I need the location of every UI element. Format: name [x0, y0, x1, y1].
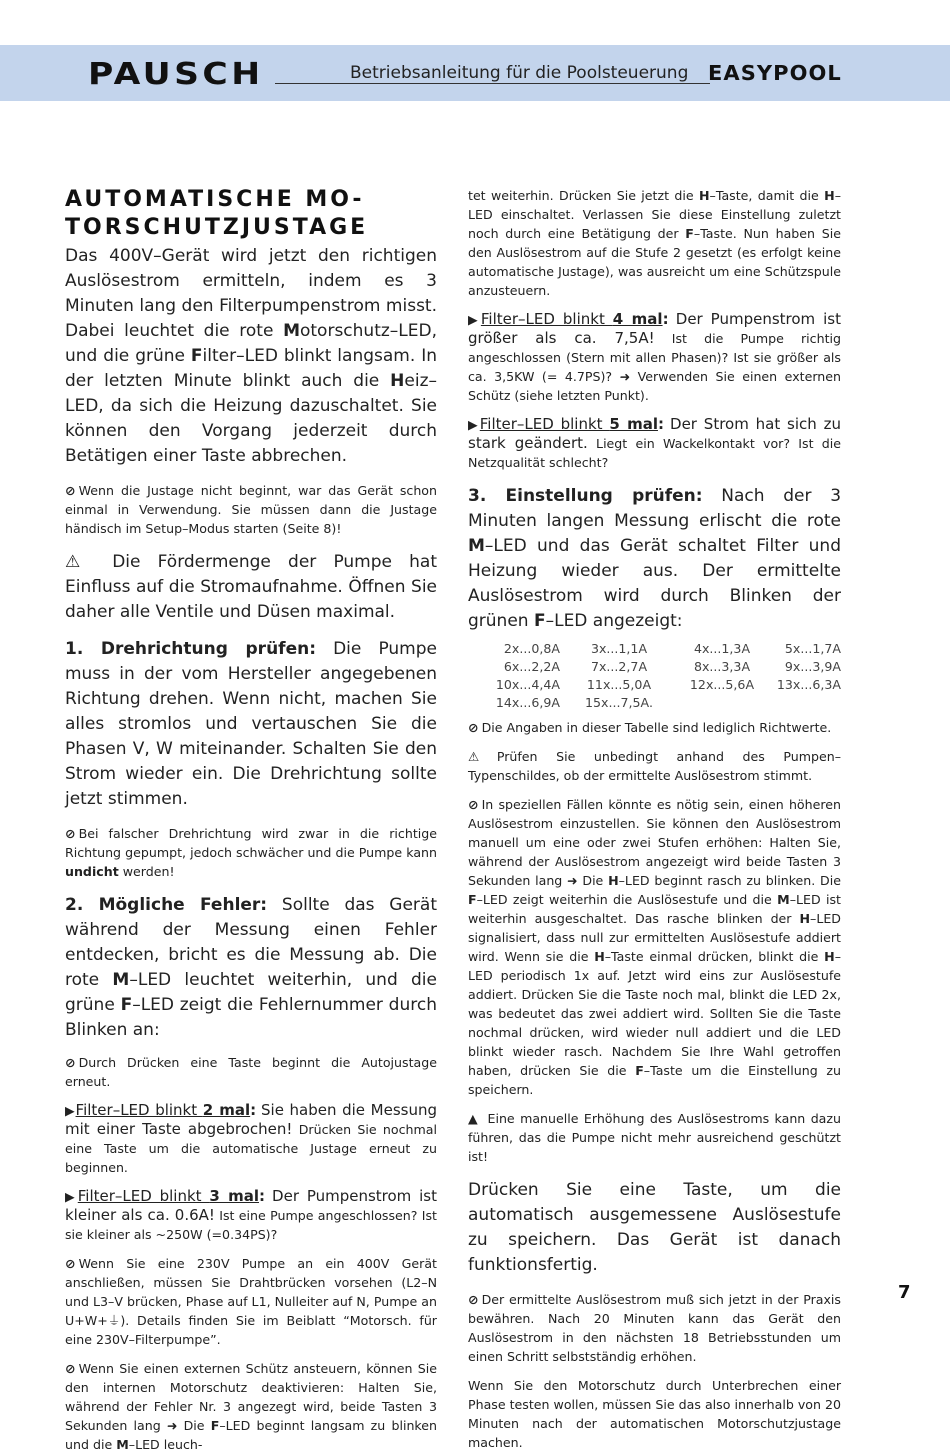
table-cell: 13x...6,3A — [776, 677, 841, 692]
error-4: ▶Filter–LED blinkt 4 mal: Der Pumpenstrom ist größer als ca. 7,5A! Ist die Pumpe richtig angeschlossen (Stern mit allen Phasen)? Ist sie größer als ca. 3,5KW (= 4.7PS)? ➜ Verwenden Sie einen externen Schütz (siehe letzten Punkt). — [468, 310, 841, 403]
warning-flow: ⚠ Die Fördermenge der Pumpe hat Einfluss auf die Stromaufnahme. Öffnen Sie daher alle Ventile und Düsen maximal. — [65, 552, 437, 622]
page-header — [0, 45, 950, 101]
note-table: ⊘ Die Angaben in dieser Tabelle sind lediglich Richtwerte. — [468, 720, 832, 735]
table-cell: 11x...5,0A — [586, 677, 652, 692]
table-cell: 5x...1,7A — [784, 641, 841, 656]
header-title: Betriebsanleitung für die Poolsteuerung — [350, 63, 689, 83]
table-cell: 9x...3,9A — [784, 659, 841, 674]
header-rule — [275, 83, 710, 84]
page-number: 7 — [898, 1282, 911, 1303]
table-cell: 7x...2,7A — [590, 659, 648, 674]
section-title-line-2: TORSCHUTZJUSTAGE — [65, 215, 369, 240]
warning-nameplate: ⚠ Prüfen Sie unbedingt anhand des Pumpen–Typenschildes, ob der ermittelte Auslösestrom stimmt. — [468, 749, 841, 783]
intro-paragraph: Das 400V–Gerät wird jetzt den richtigen Auslösestrom ermitteln, indem es 3 Minuten lang den Filterpumpenstrom misst. Dabei leuchtet die rote Motorschutz–LED, und die grüne Filter–LED blinkt langsam. In der letzten Minute blinkt auch die Heiz–LED, da sich die Heizung dazuschaltet. Sie können den Vorgang jederzeit durch Betätigen einer Taste abbrechen. — [65, 246, 437, 466]
table-cell: 8x...3,3A — [693, 659, 751, 674]
error-3: ▶Filter–LED blinkt 3 mal: Der Pumpenstrom ist kleiner als ca. 0.6A! Ist eine Pumpe angeschlossen? Ist sie kleiner als ~250W (=0.34PS)? — [65, 1187, 437, 1242]
info-icon: ⊘ — [468, 1292, 479, 1307]
warning-manual-increase: ▲ Eine manuelle Erhöhung des Auslösestroms kann dazu führen, das die Pumpe nicht mehr ausreichend geschützt ist! — [468, 1111, 841, 1164]
table-cell: 6x...2,2A — [503, 659, 560, 674]
final-instruction: Drücken Sie eine Taste, um die automatisch ausgemessene Auslösestufe zu speichern. Das Gerät ist danach funktionsfertig. — [468, 1180, 841, 1275]
step-3-heading: 3. Einstellung prüfen: — [468, 486, 703, 506]
info-icon: ⊘ — [65, 483, 76, 498]
note-external-contactor-continued: tet weiterhin. Drücken Sie jetzt die H–Taste, damit die H–LED einschaltet. Verlassen Sie diese Einstellung zuletzt noch durch eine Betätigung der F–Taste. Nun haben Sie den Auslösestrom auf die Stufe 2 gesetzt (es erfolgt keine automatische Justage), was ausreicht um eine Schützspule anzusteuern. — [468, 188, 841, 298]
error-5: ▶Filter–LED blinkt 5 mal: Der Strom hat sich zu stark geändert. Liegt ein Wackelkontakt vor? Ist die Netzqualität schlecht? — [468, 415, 841, 470]
product-logo: EASYPOOL — [708, 61, 842, 85]
table-cell: 3x...1,1A — [590, 641, 648, 656]
bullet-arrow-icon: ▶ — [65, 1103, 76, 1118]
note-practice: ⊘ Der ermittelte Auslösestrom muß sich jetzt in der Praxis bewähren. Nach 20 Minuten kann das Gerät den Auslösestrom in den nächsten 18 Betriebsstunden um einen Schritt selbstständig erhöhen. — [468, 1292, 841, 1364]
table-cell: 15x...7,5A. — [585, 695, 653, 710]
section-title-line-1: AUTOMATISCHE MO- — [65, 187, 365, 212]
table-cell — [670, 694, 774, 712]
step-3: 3. Einstellung prüfen: Nach der 3 Minuten langen Messung erlischt die rote M–LED und das Gerät schaltet Filter und Heizung wieder aus. Der ermittelte Auslösestrom wird durch Blinken der grünen F–LED angezeigt: — [468, 486, 842, 631]
note-manual-increase: ⊘ In speziellen Fällen könnte es nötig sein, einen höheren Auslösestrom einzustellen. Sie können den Auslösestrom manuell um eine oder zwei Stufen erhöhen: Halten Sie, während der Auslösestrom angezeigt wird beide Tasten 3 Sekunden lang ➜ Die H–LED beginnt rasch zu blinken. Die F–LED zeigt weiterhin die Auslösestufe und die M–LED ist weiterhin ausgeschaltet. Das rasche blinken der H–LED signalisiert, dass null zur ermittelten Auslösestufe addiert wird. Wenn sie die H–Taste einmal drücken, blinkt die H–LED periodisch 1x auf. Jetzt wird eins zur Auslösestufe addiert. Drücken Sie die Taste noch mal, blinkt die LED 2x, was bedeutet das zwei addiert wird. Sollten Sie die Taste nochmal drücken, wird wieder null addiert und die LED blinkt wieder rasch. Nachdem Sie Ihre Wahl getroffen haben, drücken Sie die F–Taste um die Einstellung zu speichern. — [468, 797, 842, 1097]
step-1-heading: 1. Drehrichtung prüfen: — [65, 639, 316, 659]
note-restart: ⊘ Durch Drücken eine Taste beginnt die Autojustage erneut. — [65, 1055, 437, 1089]
table-cell — [774, 694, 841, 712]
info-icon: ⊘ — [65, 1256, 76, 1271]
warning-icon: ⚠ — [65, 552, 93, 572]
info-icon: ⊘ — [468, 720, 479, 735]
final-note: Wenn Sie den Motorschutz durch Unterbrechen einer Phase testen wollen, müssen Sie das also innerhalb von 20 Minuten nach der automatischen Motorschutzjustage machen. — [468, 1378, 841, 1450]
info-icon: ⊘ — [65, 1361, 76, 1376]
table-cell: 14x...6,9A — [495, 695, 560, 710]
info-icon: ⊘ — [65, 1055, 76, 1070]
info-icon: ⊘ — [468, 797, 479, 812]
note-justage: ⊘ Wenn die Justage nicht beginnt, war das Gerät schon einmal in Verwendung. Sie müssen dann die Justage händisch im Setup–Modus starten (Seite 8)! — [65, 483, 437, 536]
warning-filled-icon: ▲ — [468, 1111, 480, 1126]
step-1: 1. Drehrichtung prüfen: Die Pumpe muss in der vom Hersteller angegebenen Richtung drehen. Wenn nicht, machen Sie alles stromlos und vertauschen Sie die Phasen V, W miteinander. Schalten Sie den Strom wieder ein. Die Drehrichtung sollte jetzt stimmen. — [65, 639, 437, 809]
error-2: ▶Filter–LED blinkt 2 mal: Sie haben die Messung mit einer Taste abgebrochen! Drücken Sie nochmal eine Taste um die automatische Justage erneut zu beginnen. — [65, 1101, 437, 1175]
bullet-arrow-icon: ▶ — [65, 1189, 78, 1204]
note-direction: ⊘ Bei falscher Drehrichtung wird zwar in die richtige Richtung gepumpt, jedoch schwächer und die Pumpe kann undicht werden! — [65, 826, 437, 879]
table-cell: 2x...0,8A — [503, 641, 560, 656]
step-2: 2. Mögliche Fehler: Sollte das Gerät während der Messung einen Fehler entdecken, bricht es die Messung ab. Die rote M–LED leuchtet weiterhin, und die grüne F–LED zeigt die Fehlernummer durch Blinken an: — [65, 895, 438, 1040]
right-column — [468, 186, 841, 1452]
table-cell: 10x...4,4A — [495, 677, 560, 692]
note-external-contactor: ⊘ Wenn Sie einen externen Schütz ansteuern, können Sie den internen Motorschutz deaktivieren: Halten Sie, während der Fehler Nr. 3 angezegt wird, beide Tasten 3 Sekunden lang ➜ Die F–LED beginnt langsam zu blinken und die M–LED leuch- — [65, 1361, 437, 1452]
table-cell: 12x...5,6A — [689, 677, 755, 692]
section-title — [65, 186, 437, 242]
warning-icon: ⚠ — [468, 749, 494, 764]
table-cell: 4x...1,3A — [693, 641, 751, 656]
bullet-arrow-icon: ▶ — [468, 312, 481, 327]
step-2-heading: 2. Mögliche Fehler: — [65, 895, 268, 915]
brand-logo: PAUSCH — [88, 57, 264, 92]
note-230v: ⊘ Wenn Sie eine 230V Pumpe an ein 400V Gerät anschließen, müssen Sie Drahtbrücken vorsehen (L2–N und L3–V brücken, Phase auf L1, Nulleiter auf N, Pumpe an U+W+⏚). Details finden Sie im Beiblatt “Motorsch. für eine 230V–Filterpumpe”. — [65, 1256, 437, 1347]
left-column — [65, 186, 437, 1454]
trip-current-table — [468, 640, 841, 712]
info-icon: ⊘ — [65, 826, 76, 841]
bullet-arrow-icon: ▶ — [468, 417, 480, 432]
